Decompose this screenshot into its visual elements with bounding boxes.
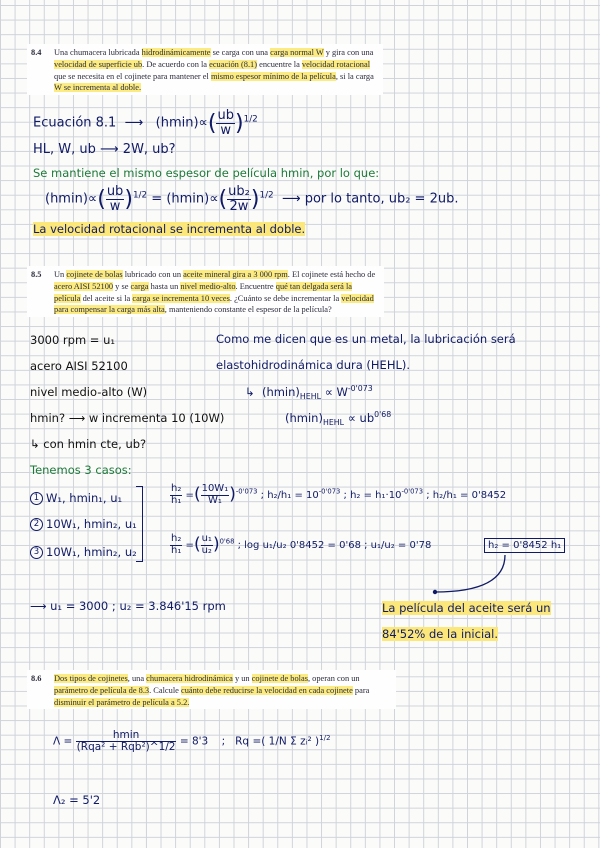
case-number-badge: 2 <box>30 518 43 531</box>
derivation-line: (hmin)∝( $\frac{ub}{w}$ )$^{1/2}$ = (hmin)∝( $\frac{\text{ub₂}}{2w}$ )$^{1/2}$ ⟶ por lo tanto, ub₂ = 2ub. <box>45 184 459 214</box>
problem-text-line: Dos tipos de cojinetes, una chumacera hidrodinámica y un cojinete de bolas, operan con un <box>54 674 360 683</box>
case-1: 1 W₁, hmin₁, u₁ <box>30 491 122 505</box>
problem-8-6-text <box>54 673 369 708</box>
ratio-speed-line: $\frac{\text{h₂}}{\text{h₁}}$ =( $\frac{\text{u₁}}{\text{u₂}}$ )$^{0'68}$ ; log u₁/u₂ 0'8452 = 0'68 ; u₁/u₂ = 0'78 <box>171 533 432 556</box>
problem-number: 8.5 <box>31 270 42 279</box>
problem-text-line: Una chumacera lubricada hidrodinámicamente se carga con una carga normal W y gira con una <box>54 48 374 57</box>
problem-text-line: que se necesita en el cojinete para mantener el mismo espesor mínimo de la película, si la carga <box>54 71 374 81</box>
problem-text-line: acero AISI 52100 y se carga hasta un nivel medio-alto. Encuentre qué tan delgada será la <box>54 281 353 291</box>
case-3: 3 10W₁, hmin₂, u₂ <box>30 545 137 559</box>
given-load-increase: hmin? ⟶ w incrementa 10 (10W) <box>30 411 225 425</box>
given-variables: HL, W, ub ⟶ 2W, ub? <box>33 142 176 157</box>
lubrication-note-line1: Como me dicen que es un metal, la lubricación será <box>216 332 516 346</box>
given-load-level: nivel medio-alto (W) <box>30 385 148 399</box>
problem-8-6-card <box>27 670 396 709</box>
given-speed: 3000 rpm = u₁ <box>30 333 115 347</box>
problem-text-line: parámetro de película de 8.3. Calcule cuánto debe reducirse la velocidad en cada cojinete para <box>54 685 370 695</box>
given-material: acero AISI 52100 <box>30 359 128 373</box>
given-question: ↳ con hmin cte, ub? <box>30 437 147 451</box>
problem-text-line: para compensar la carga más alta, manteniendo constante el espesor de la película? <box>54 305 332 315</box>
boxed-result: h₂ = 0'8452 h₁ <box>484 540 565 551</box>
equation-8-1: Ecuación 8.1 ⟶ (hmin)∝( $\frac{ub}{w}$ )$^{1/2}$ <box>33 108 258 138</box>
case-2: 2 10W₁, hmin₂, u₁ <box>30 517 137 531</box>
three-cases-heading: Tenemos 3 casos: <box>30 463 132 477</box>
problem-number: 8.6 <box>31 674 42 683</box>
lubrication-note-line2: elastohidrodinámica dura (HEHL). <box>216 358 411 372</box>
problem-number: 8.4 <box>31 48 42 57</box>
problem-text-line: velocidad de superficie ub. De acuerdo con la ecuación (8.1) encuentre la velocidad rotacional <box>54 59 371 69</box>
problem-text-line: disminuir el parámetro de película a 5.2. <box>54 697 190 707</box>
film-conclusion-line1: La película del aceite será un <box>382 601 551 615</box>
hehl-relation-speed: $(hmin)_{HEHL} \propto ub^{0'68}$ <box>285 410 392 428</box>
film-parameter-formula: Λ = $\frac{hmin}{\text{(Rqa² + Rqb²)\textasciicircum{}1/2}}$ = 8'3 ; Rq =( 1/N Σ zᵢ² )$^{1/2}$ <box>53 729 331 754</box>
ratio-load-line: $\frac{\text{h₂}}{\text{h₁}}$ =( $\frac{\text{10W₁}}{\text{W₁}}$ )$^{-0'073}$ ; $h_2/h_1 = 10^{-0'073}$ ; $h_2 = h_1\cdot 10^{-0'073}$ ; h₂/h₁ = 0'8452 <box>171 483 507 506</box>
conclusion-8-4: La velocidad rotacional se incrementa al doble. <box>33 222 306 236</box>
film-conclusion-line2: 84'52% de la inicial. <box>382 627 499 641</box>
new-film-parameter: Λ₂ = 5'2 <box>53 793 101 807</box>
problem-text-line: película del aceite si la carga se incrementa 10 veces. ¿Cuánto se debe incrementar la velocidad <box>54 293 374 303</box>
case-number-badge: 3 <box>30 546 43 559</box>
problem-text-line: W se incrementa al doble. <box>54 83 142 93</box>
hehl-relation-load: ↳ $(hmin)_{HEHL} \propto W^{-0'073}$ <box>245 384 373 402</box>
case-number-badge: 1 <box>30 492 43 505</box>
speed-result: ⟶ u₁ = 3000 ; u₂ = 3.846'15 rpm <box>30 599 226 613</box>
same-thickness-statement: Se mantiene el mismo espesor de película hmin, por lo que: <box>33 166 380 180</box>
problem-text-line: Un cojinete de bolas lubricado con un aceite mineral gira a 3 000 rpm. El cojinete está hecho de <box>54 270 376 279</box>
